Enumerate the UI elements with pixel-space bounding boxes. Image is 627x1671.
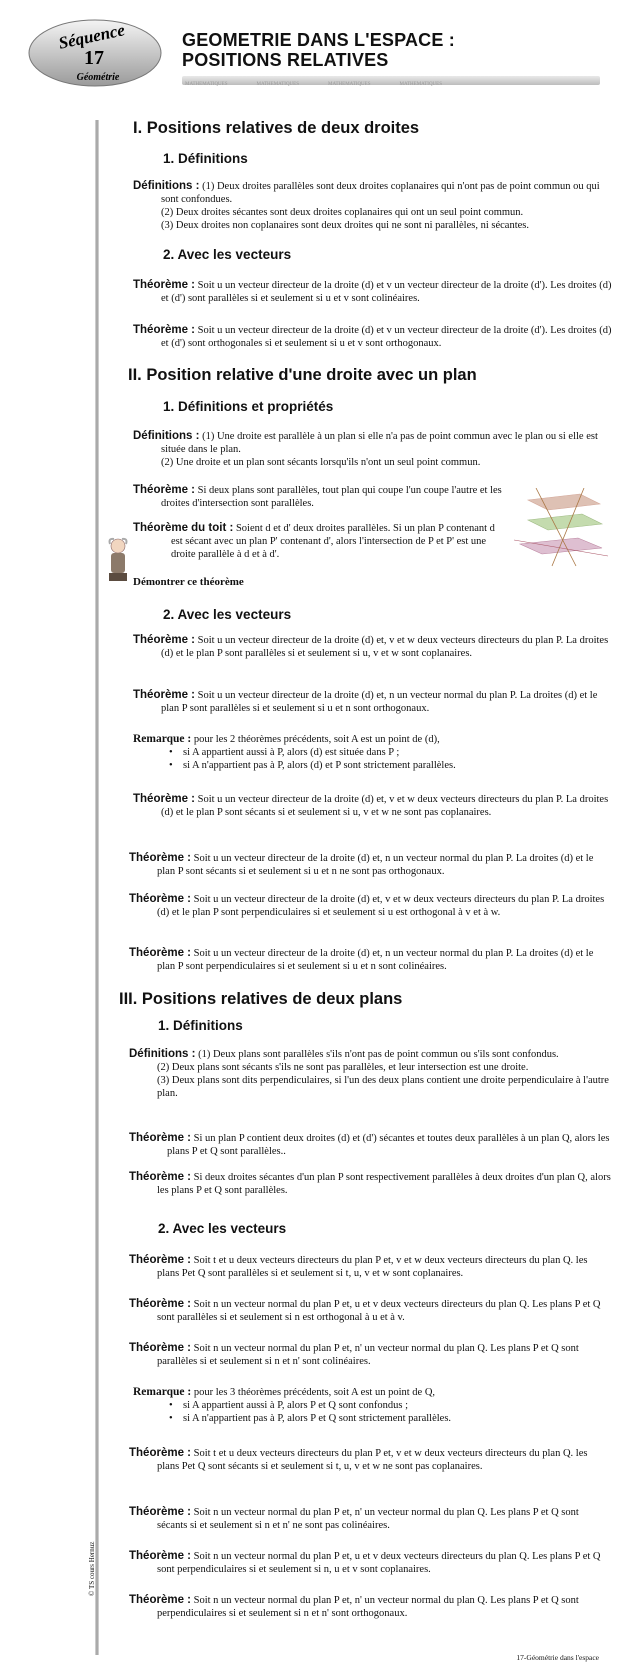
s3-theorem-2: Théorème : Soit n un vecteur normal du plan P et, u et v deux vecteurs directeurs du plan Q. Les plans P et Q sont parallèles si et seulement si n est orthogonal à u et à v.: [129, 1298, 601, 1323]
section-1-title: I. Positions relatives de deux droites: [133, 119, 420, 137]
s2-remark: Remarque : pour les 2 théorèmes précédents, soit A est un point de (d), • si A appartient aussi à P, alors (d) est située dans P ; • si A n'appartient pas à P, alors (d) et P sont strictement parallèles.: [133, 733, 615, 772]
section-3-title: III. Positions relatives de deux plans: [119, 990, 403, 1008]
page-footer: 17-Géométrie dans l'espace: [516, 1653, 599, 1662]
s3-theorem-6: Théorème : Soit n un vecteur normal du plan P et, u et v deux vecteurs directeurs du plan Q. Les plans P et Q sont perpendiculaires si et seulement si n, u et v sont coplanaires.: [129, 1550, 601, 1575]
s2-sub2: 2. Avec les vecteurs: [163, 607, 292, 622]
scientist-icon: [104, 536, 132, 586]
planes-diagram: [512, 488, 610, 568]
s3-theorem-1: Théorème : Soit t et u deux vecteurs directeurs du plan P et, v et w deux vecteurs directeurs du plan Q. les plans Pet Q sont parallèles si et seulement si t, u, v et w sont coplanaires.: [129, 1254, 588, 1279]
s1-theorem-1: Théorème : Soit u un vecteur directeur de la droite (d) et v un vecteur directeur de la droite (d'). Les droites (d) et (d') sont parallèles si et seulement si u et v sont colinéaires.: [133, 279, 612, 304]
s3-theorem-3: Théorème : Soit n un vecteur normal du plan P et, n' un vecteur normal du plan Q. Les plans P et Q sont parallèles si et seulement si n et n' sont colinéaires.: [129, 1342, 579, 1367]
s1-theorem-2: Théorème : Soit u un vecteur directeur de la droite (d) et v un vecteur directeur de la droite (d'). Les droites (d) et (d') sont orthogonales si et seulement si u et v sont orthogonaux.: [133, 324, 612, 349]
s1-sub1: 1. Définitions: [163, 151, 248, 166]
s3-theorem-a: Théorème : Si un plan P contient deux droites (d) et (d') sécantes et toutes deux parallèles à un plan Q, alors les plans P et Q sont parallèles..: [129, 1132, 610, 1157]
s2-theorem-2: Théorème : Soit u un vecteur directeur de la droite (d) et, n un vecteur normal du plan P. La droites (d) et le plan P sont parallèles si et seulement si u et n sont orthogonaux.: [133, 689, 598, 714]
s3-theorem-5: Théorème : Soit n un vecteur normal du plan P et, n' un vecteur normal du plan Q. Les plans P et Q sont sécants si et seulement si n et n' ne sont pas colinéaires.: [129, 1506, 579, 1531]
s2-theorem-toit: Théorème du toit : Soient d et d' deux droites parallèles. Si un plan P contenant d est sécant avec un plan P' contenant d', alors l'intersection de P et P' est une droite parallèle à d et à d'.: [133, 522, 495, 560]
s2-theorem-planes: Théorème : Si deux plans sont parallèles, tout plan qui coupe l'un coupe l'autre et les droites d'intersection sont parallèles.: [133, 484, 502, 509]
badge-sub: Géométrie: [76, 72, 120, 83]
s3-theorem-b: Théorème : Si deux droites sécantes d'un plan P sont respectivement parallèles à deux droites d'un plan Q, alors les plans P et Q sont parallèles.: [129, 1171, 611, 1196]
s3-sub2: 2. Avec les vecteurs: [158, 1221, 287, 1236]
s2-theorem-6: Théorème : Soit u un vecteur directeur de la droite (d) et, n un vecteur normal du plan P. La droites (d) et le plan P sont perpendiculaires si et seulement si u et n sont colinéaires.: [129, 947, 594, 972]
page-title: GEOMETRIE DANS L'ESPACE : POSITIONS RELATIVES: [182, 30, 455, 70]
s3-remark: Remarque : pour les 3 théorèmes précédents, soit A est un point de Q, • si A appartient aussi à P, alors P et Q sont confondus ; • si A n'appartient pas à P, alors P et Q sont strictement parallèles.: [133, 1386, 615, 1425]
s3-sub1: 1. Définitions: [158, 1018, 243, 1033]
margin-rule: [95, 120, 99, 1655]
badge-word: Séquence: [56, 20, 127, 53]
s2-definitions: Définitions : (1) Une droite est parallèle à un plan si elle n'a pas de point commun avec le plan ou si elle est située dans le plan. (2) Une droite et un plan sont sécants lorsqu'ils n'ont un seul point commun.: [133, 430, 598, 468]
s1-definitions: Définitions : (1) Deux droites parallèles sont deux droites coplanaires qui n'ont pas de point commun ou qui sont confondues. (2) Deux droites sécantes sont deux droites coplanaires qui ont un seul point commun. (3) Deux droites non coplanaires sont deux droites qui ne sont ni parallèles, ni sécantes.: [133, 180, 600, 231]
copyright-note: © TS cours Hernuz: [88, 1541, 96, 1596]
s2-theorem-1: Théorème : Soit u un vecteur directeur de la droite (d) et, v et w deux vecteurs directeurs du plan P. La droites (d) et le plan P sont parallèles si et seulement si u, v et w sont coplanaires.: [133, 634, 609, 659]
s2-theorem-4: Théorème : Soit u un vecteur directeur de la droite (d) et, n un vecteur normal du plan P. La droites (d) et le plan P sont sécants si et seulement si u et n ne sont pas orthogonaux.: [129, 852, 594, 877]
s3-theorem-4: Théorème : Soit t et u deux vecteurs directeurs du plan P et, v et w deux vecteurs directeurs du plan Q. les plans Pet Q sont sécants si et seulement si t, u, v et w ne sont pas coplanaires.: [129, 1447, 588, 1472]
section-2-title: II. Position relative d'une droite avec un plan: [128, 366, 477, 384]
s3-theorem-7: Théorème : Soit n un vecteur normal du plan P et, n' un vecteur normal du plan Q. Les plans P et Q sont perpendiculaires si et seulement si n et n' sont orthogonaux.: [129, 1594, 579, 1619]
s2-theorem-5: Théorème : Soit u un vecteur directeur de la droite (d) et, v et w deux vecteurs directeurs du plan P. La droites (d) et le plan P sont perpendiculaires si et seulement si u est orthogonal à v et à w.: [129, 893, 605, 918]
header-bar: MATHEMATIQUES MATHEMATIQUES MATHEMATIQUES MATHEMATIQUES: [182, 76, 600, 85]
s1-sub2: 2. Avec les vecteurs: [163, 247, 292, 262]
badge-number: 17: [84, 47, 104, 69]
demo-note: Démontrer ce théorème: [133, 576, 244, 588]
s2-sub1: 1. Définitions et propriétés: [163, 399, 334, 414]
s2-theorem-3: Théorème : Soit u un vecteur directeur de la droite (d) et, v et w deux vecteurs directeurs du plan P. La droites (d) et le plan P sont sécants si et seulement si u, v et w ne sont pas coplanaires.: [133, 793, 609, 818]
s3-definitions: Définitions : (1) Deux plans sont parallèles s'ils n'ont pas de point commun ou s'ils sont confondus. (2) Deux plans sont sécants s'ils ne sont pas parallèles, et leur intersection est une droite. (3) Deux plans sont dits perpendiculaires, si l'un des deux plans contient une droite perpendiculaire à l'autre plan.: [129, 1048, 609, 1099]
sequence-badge: [26, 18, 164, 88]
